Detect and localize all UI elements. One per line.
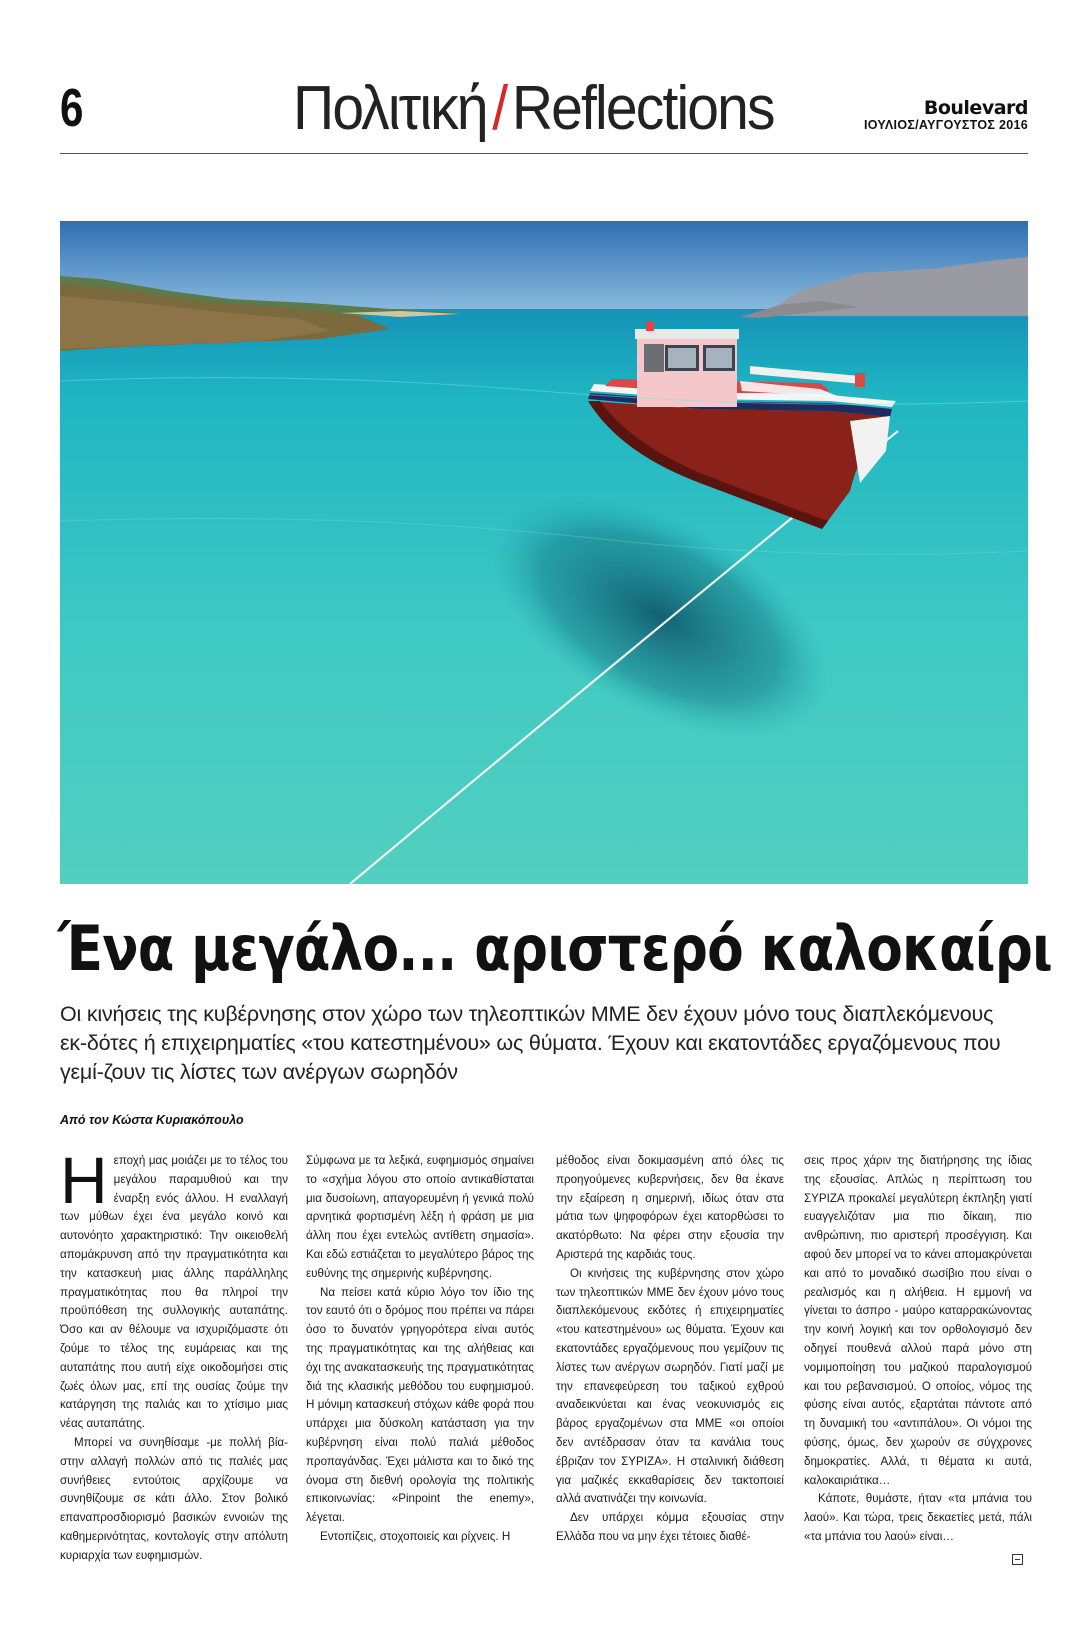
article-paragraph: Δεν υπάρχει κόμμα εξουσίας στην Ελλάδα που να μην έχει τέτοιες διαθέ- <box>556 1511 784 1543</box>
page-number: 6 <box>60 78 84 138</box>
section-primary: Πολιτική <box>293 74 487 143</box>
article-paragraph: μέθοδος είναι δοκιμασμένη από όλες τις προηγούμενες κυβερνήσεις, δεν θα έκανε την εξαίρεση η σημερινή, ιδίως όταν στα μάτια των ψηφοφόρων έχει κατορθώσει το ακατόρθωτο: Να φέρει στην εξουσία την Αριστερά της καρδιάς τους. <box>556 1154 784 1261</box>
masthead <box>864 98 1028 132</box>
masthead-logo: Boulevard <box>923 97 1028 119</box>
paragraph-text: εποχή μας μοιάζει με το τέλος του μεγάλου παραμυθιού και την έναρξη ενός άλλου. Η εναλλαγή των μύθων έχει ένα μεγάλο κοινό και αυτονόητο χαρακτηριστικό: Την οικειοθελή απομάκρυνση από την πραγματικότητα και την κατασκευή μιας άλλης παράλληλης πραγματικότητας που θα πληροί την προϋπόθεση της συλλογικής αυταπάτης. Όσο και αν θέλουμε να ισχυριζόμαστε ότι ζούμε το τέλος της ευμάρειας και της αυταπάτης που αυτή είχε οικοδομήσει στις ζωές όλων μας, επί της ουσίας ζούμε την κατάργηση της παλιάς και το χτίσιμο μιας νέας αυταπάτης. <box>60 1154 288 1431</box>
drop-cap: Η <box>60 1143 108 1217</box>
article-paragraph: Κάποτε, θυμάστε, ήταν «τα μπάνια του λαού». Και τώρα, τρεις δεκαετίες μετά, πάλι «τα μπάνια του λαού» είναι… <box>804 1492 1032 1543</box>
article-paragraph: Μπορεί να συνηθίσαμε -με πολλή βία- στην αλλαγή πολλών από τις παλιές μας συνήθειες εντούτοις αρχίζουμε να συνηθίζουμε σε κάτι άλλο. Στον βολικό επαναπροσδιορισμό βασικών εννοιών της καθημερινότητας, κοντολογίς στην απόλυτη κυριαρχία των ευφημισμών. <box>60 1435 288 1562</box>
article-column-2 <box>306 1152 534 1547</box>
end-of-article-icon <box>1012 1554 1023 1565</box>
section-secondary: Reflections <box>511 74 774 143</box>
article-paragraph: Σύμφωνα με τα λεξικά, ευφημισμός σημαίνει το «σχήμα λόγου στο οποίο αντικαθίσταται μια δυσοίωνη, απαγορευμένη ή γενικά πολύ αρνητικά φορτισμένη λέξη ή φράση με μια άλλη που έχει εντελώς αντίθετη σημασία». Και εδώ εστιάζεται το μεγαλύτερο βάρος της ευθύνης της σημερινής κυβέρνησης. <box>306 1154 534 1280</box>
article-paragraph: σεις προς χάριν της διατήρησης της ίδιας της εξουσίας. Απλώς η περίπτωση του ΣΥΡΙΖΑ προκαλεί μεγαλύτερη έκπληξη γιατί ευαγγελιζόταν μια πιο δίκαιη, πιο ανθρώπινη, πιο αριστερή προσέγγιση. Και αφού δεν μπορεί να το κάνει απομακρύνεται και από το μοναδικό σωσίβιο που είναι ο ρεαλισμός και η αλήθεια. Η εμμονή να γίνεται το άσπρο - μαύρο καταρρακώνοντας την κοινή λογική και τον ορθολογισμό δεν οδηγεί πουθενά αλλού παρά μόνο στη νομιμοποίηση του μαζικού παραλογισμού και του ρεβανσισμού. Ο οποίος, νόμος της φύσης είναι αυτός, εξαρτάται πάντοτε από τη δυναμική του «αντιπάλου». Οι νόμοι της φύσης, όμως, δεν χωρούν σε σύγχρονες δημοκρατίες. Αλλά, τι θέματα κι αυτά, καλοκαιριάτικα… <box>804 1154 1032 1487</box>
section-title <box>293 74 774 143</box>
article-paragraph <box>60 1143 288 1434</box>
header-divider <box>60 153 1028 154</box>
issue-date: ΙΟΥΛΙΟΣ/ΑΥΓΟΥΣΤΟΣ 2016 <box>863 118 1028 132</box>
article-paragraph: Οι κινήσεις της κυβέρνησης στον χώρο των τηλεοπτικών ΜΜΕ δεν έχουν μόνο τους διαπλεκόμενους εκδότες ή επιχειρηματίες «του κατεστημένου» ως θύματα. Έχουν και εκατοντάδες εργαζόμενους που γεμίζουν τις λίστες των ανέργων σωρηδόν. Γιατί μαζί με την επανεφεύρεση του ταξικού εχθρού αναδεικνύεται και ένας νεοκυνισμός εις βάρος εργαζομένων στα ΜΜΕ «οι οποίοι δεν αντέδρασαν όταν τα κανάλια τους έβριζαν τον ΣΥΡΙΖΑ». Η σταλινική διάθεση για μαζικές εκκαθαρίσεις δεν τακτοποιεί αλλά ανατινάζει την κοινωνία. <box>556 1266 784 1506</box>
article-column-4 <box>804 1152 1032 1547</box>
article-headline: Ένα μεγάλο... αριστερό καλοκαίρι <box>58 912 1052 985</box>
hero-photo <box>60 221 1028 884</box>
article-byline: Από τον Κώστα Κυριακόπουλο <box>60 1113 244 1127</box>
article-column-3 <box>556 1152 784 1547</box>
article-paragraph: Εντοπίζεις, στοχοποιείς και ρίχνεις. Η <box>320 1529 511 1543</box>
article-column-1 <box>60 1143 288 1566</box>
article-lede: Οι κινήσεις της κυβέρνησης στον χώρο των τηλεοπτικών ΜΜΕ δεν έχουν μόνο τους διαπλεκόμενους εκ-δότες ή επιχειρηματίες «του κατεστημένου» ως θύματα. Έχουν και εκατοντάδες εργαζόμενους που γεμί-ζουν τις λίστες των ανέργων σωρηδόν <box>60 1002 1001 1084</box>
article-paragraph: Να πείσει κατά κύριο λόγο τον ίδιο της τον εαυτό ότι ο δρόμος που πρέπει να πάρει όσο το δυνατόν γρηγορότερα είναι αυτός της πραγματικότητας και της αλήθειας και όχι της ανακατασκευής της πραγματικότητας διά της κλασικής μεθόδου του ευφημισμού. Η μόνιμη κατασκευή στόχων κάθε φορά που υπάρχει μια δύσκολη κατάσταση για την κυβέρνηση είναι πολύ παλιά μέθοδος προπαγάνδας. Έχει μάλιστα και το δικό της όνομα στη διεθνή ορολογία της πολιτικής επικοινωνίας: «Pinpoint the enemy», λέγεται. <box>306 1285 534 1525</box>
boat-photo-illustration <box>60 221 1028 884</box>
section-separator: / <box>492 74 507 143</box>
